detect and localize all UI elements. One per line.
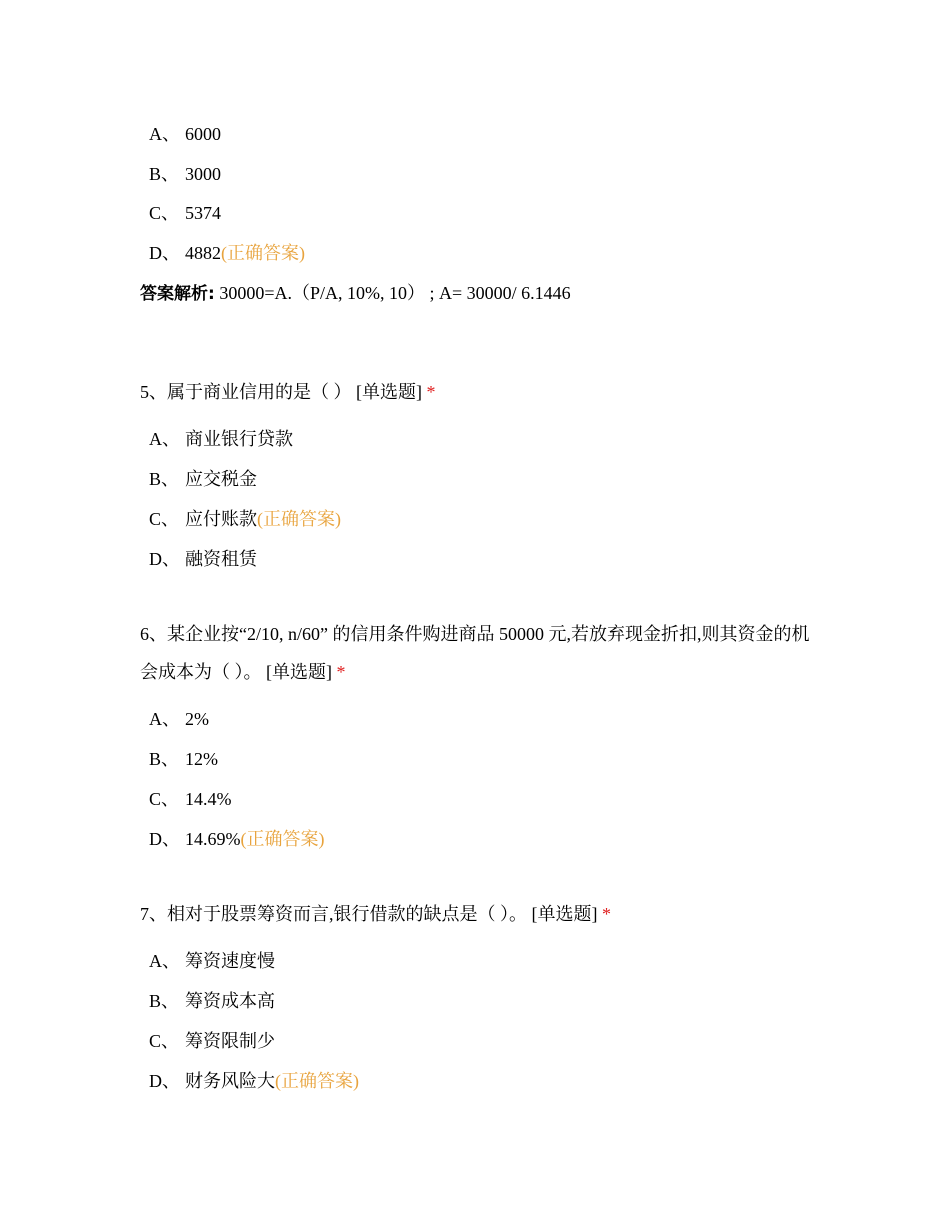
- option-text: 12%: [185, 749, 218, 769]
- option-text: 14.4%: [185, 789, 232, 809]
- q5-option-b: [149, 467, 257, 491]
- question-text: 5、属于商业信用的是（ ） [单选题]: [140, 382, 422, 402]
- option-letter: A、: [149, 429, 180, 449]
- option-letter: D、: [149, 549, 180, 569]
- option-text: 5374: [185, 203, 221, 223]
- q6-option-c: [149, 787, 232, 811]
- option-letter: A、: [149, 951, 180, 971]
- correct-answer-mark: (正确答案): [221, 243, 305, 263]
- question-7: [140, 895, 820, 933]
- option-letter: A、: [149, 124, 180, 144]
- option-text: 3000: [185, 164, 221, 184]
- option-letter: D、: [149, 243, 180, 263]
- question-6: [140, 615, 820, 691]
- option-text: 商业银行贷款: [185, 429, 293, 449]
- option-letter: B、: [149, 164, 180, 184]
- q7-option-a: [149, 949, 275, 973]
- option-letter: C、: [149, 789, 180, 809]
- option-letter: B、: [149, 469, 180, 489]
- option-letter: C、: [149, 509, 180, 529]
- analysis-text: 30000=A.（P/A, 10%, 10） ; A= 30000/ 6.1446: [219, 283, 571, 303]
- q7-option-d: [149, 1069, 359, 1093]
- q7-option-c: [149, 1029, 275, 1053]
- q5-option-c: [149, 507, 341, 531]
- option-letter: D、: [149, 829, 180, 849]
- q4-option-a: [149, 122, 221, 146]
- q6-option-d: [149, 827, 325, 851]
- correct-answer-mark: (正确答案): [257, 509, 341, 529]
- required-mark: *: [336, 662, 346, 682]
- option-text: 应交税金: [185, 469, 257, 489]
- option-letter: B、: [149, 749, 180, 769]
- answer-analysis: [140, 281, 571, 306]
- q4-option-d: [149, 241, 305, 265]
- q4-option-c: [149, 201, 221, 225]
- option-letter: A、: [149, 709, 180, 729]
- question-text: 6、某企业按“2/10, n/60” 的信用条件购进商品 50000 元,若放弃现金折扣,则其资金的机会成本为（ ）。 [单选题]: [140, 624, 810, 682]
- option-text: 财务风险大: [185, 1071, 275, 1091]
- question-5: [140, 373, 820, 411]
- option-text: 应付账款: [185, 509, 257, 529]
- option-text: 融资租赁: [185, 549, 257, 569]
- question-text: 7、相对于股票筹资而言,银行借款的缺点是（ ）。 [单选题]: [140, 904, 598, 924]
- option-letter: C、: [149, 1031, 180, 1051]
- option-text: 14.69%: [185, 829, 241, 849]
- option-letter: B、: [149, 991, 180, 1011]
- q5-option-a: [149, 427, 293, 451]
- option-text: 2%: [185, 709, 209, 729]
- option-letter: C、: [149, 203, 180, 223]
- q6-option-b: [149, 747, 218, 771]
- analysis-label: 答案解析:: [140, 284, 215, 304]
- correct-answer-mark: (正确答案): [275, 1071, 359, 1091]
- option-letter: D、: [149, 1071, 180, 1091]
- option-text: 筹资成本高: [185, 991, 275, 1011]
- option-text: 筹资限制少: [185, 1031, 275, 1051]
- correct-answer-mark: (正确答案): [240, 829, 325, 849]
- q6-option-a: [149, 707, 209, 731]
- q7-option-b: [149, 989, 275, 1013]
- required-mark: *: [602, 904, 611, 924]
- q4-option-b: [149, 162, 221, 186]
- required-mark: *: [426, 382, 436, 402]
- q5-option-d: [149, 547, 257, 571]
- option-text: 4882: [185, 243, 221, 263]
- option-text: 筹资速度慢: [185, 951, 275, 971]
- option-text: 6000: [185, 124, 221, 144]
